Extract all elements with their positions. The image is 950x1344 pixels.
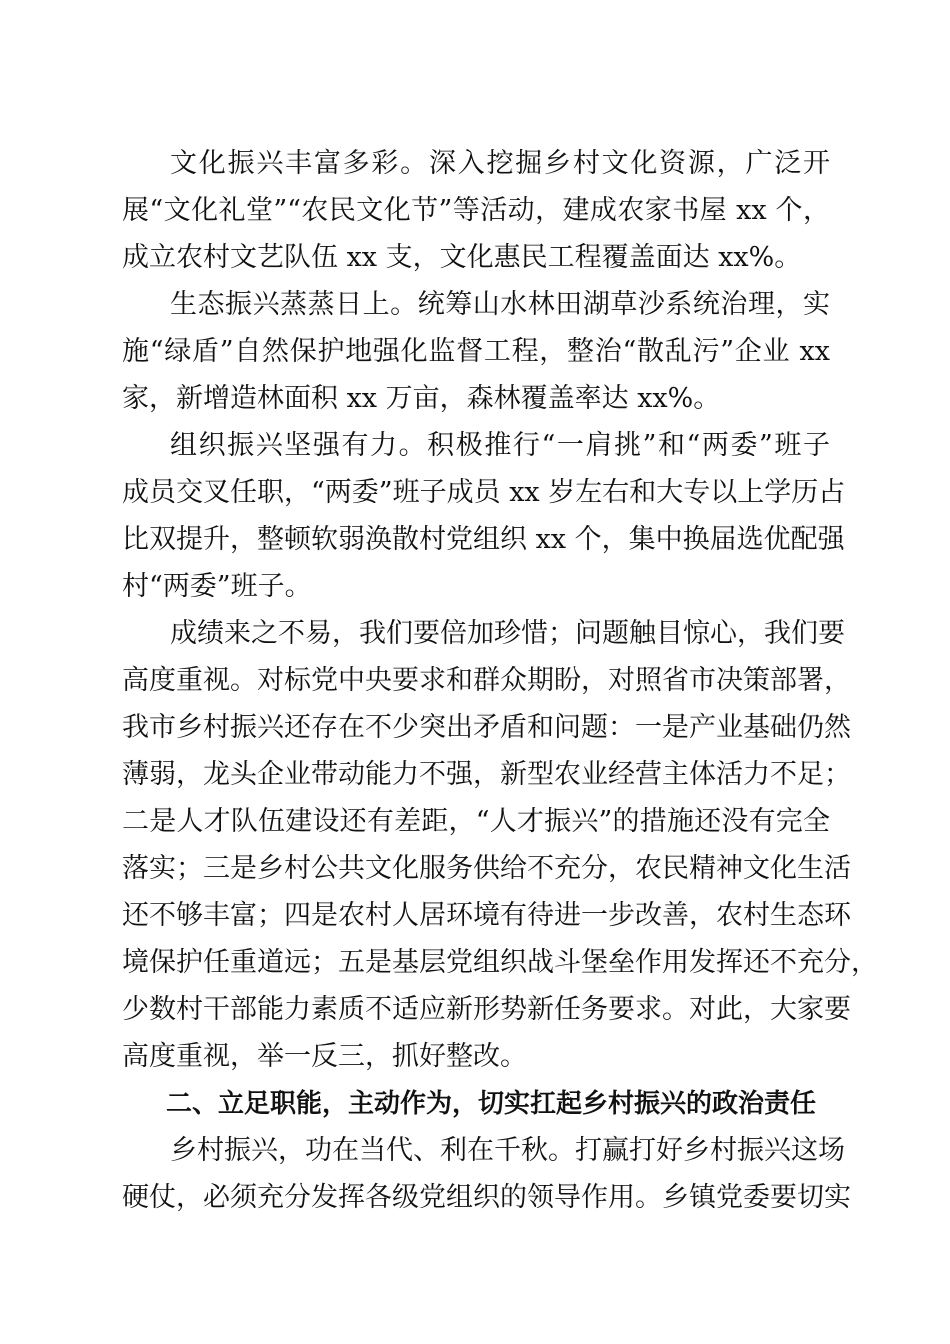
section-heading: 二、立足职能，主动作为，切实扛起乡村振兴的政治责任	[166, 1089, 817, 1119]
paragraph-3-line-4: 村“两委”班子。	[122, 571, 312, 602]
paragraph-4-line-7: 还不够丰富；四是农村人居环境有待进一步改善，农村生态环	[122, 900, 851, 931]
paragraph-4-line-10: 高度重视，举一反三，抓好整改。	[122, 1041, 527, 1072]
paragraph-4-line-6: 落实；三是乡村公共文化服务供给不充分，农民精神文化生活	[122, 853, 851, 884]
paragraph-3-line-1: 组织振兴坚强有力。积极推行“一肩挑”和“两委”班子	[170, 430, 830, 461]
paragraph-2-line-2: 施“绿盾”自然保护地强化监督工程，整治“散乱污”企业 xx	[122, 336, 830, 367]
paragraph-3-line-2: 成员交叉任职，“两委”班子成员 xx 岁左右和大专以上学历占	[122, 477, 846, 508]
paragraph-4-line-1: 成绩来之不易，我们要倍加珍惜；问题触目惊心，我们要	[170, 618, 845, 649]
paragraph-4-line-3: 我市乡村振兴还存在不少突出矛盾和问题：一是产业基础仍然	[122, 712, 851, 743]
paragraph-1-line-3: 成立农村文艺队伍 xx 支，文化惠民工程覆盖面达 xx%。	[122, 242, 802, 273]
paragraph-4-line-2: 高度重视。对标党中央要求和群众期盼，对照省市决策部署，	[122, 665, 851, 696]
paragraph-4-line-5: 二是人才队伍建设还有差距，“人才振兴”的措施还没有完全	[122, 806, 830, 837]
paragraph-1-line-1: 文化振兴丰富多彩。深入挖掘乡村文化资源，广泛开	[170, 148, 830, 179]
paragraph-1-line-2: 展“文化礼堂”“农民文化节”等活动，建成农家书屋 xx 个，	[122, 195, 830, 226]
paragraph-5-line-1: 乡村振兴，功在当代、利在千秋。打赢打好乡村振兴这场	[170, 1135, 845, 1166]
paragraph-2-line-1: 生态振兴蒸蒸日上。统筹山水林田湖草沙系统治理，实	[170, 289, 830, 320]
paragraph-4-line-8: 境保护任重道远；五是基层党组织战斗堡垒作用发挥还不充分，	[122, 947, 878, 978]
paragraph-4-line-4: 薄弱，龙头企业带动能力不强，新型农业经营主体活力不足；	[122, 759, 851, 790]
paragraph-5-line-2: 硬仗，必须充分发挥各级党组织的领导作用。乡镇党委要切实	[122, 1182, 851, 1213]
paragraph-2-line-3: 家，新增造林面积 xx 万亩，森林覆盖率达 xx%。	[122, 383, 721, 414]
paragraph-4-line-9: 少数村干部能力素质不适应新形势新任务要求。对此，大家要	[122, 994, 851, 1025]
paragraph-3-line-3: 比双提升，整顿软弱涣散村党组织 xx 个，集中换届选优配强	[122, 524, 845, 555]
